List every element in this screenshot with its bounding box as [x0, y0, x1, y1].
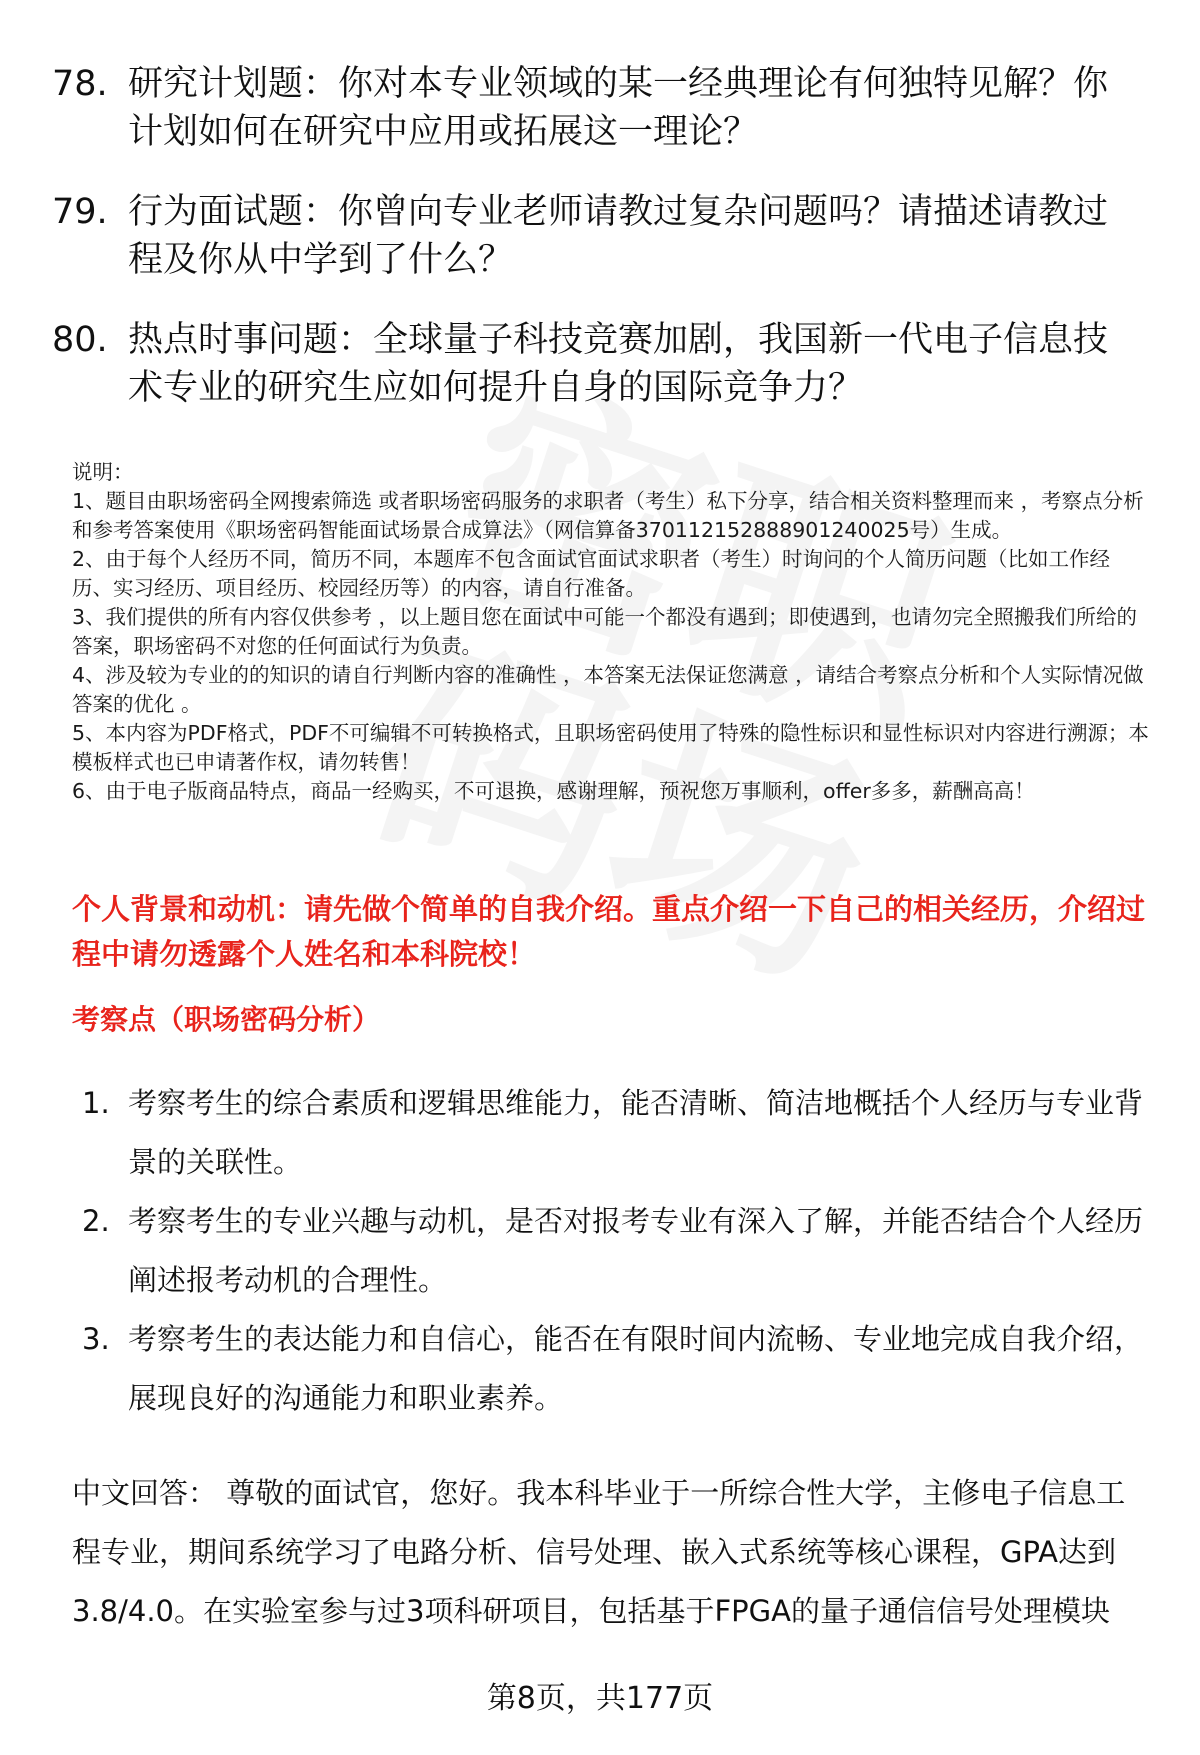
point-number: 2.	[82, 1204, 110, 1238]
interview-topic: 个人背景和动机：请先做个简单的自我介绍。重点介绍一下自己的相关经历，介绍过程中请勿透露个人姓名和本科院校！	[72, 892, 1146, 971]
list-item	[82, 1074, 1162, 1192]
point-number: 1.	[82, 1086, 110, 1120]
question-text: 行为面试题：你曾向专业老师请教过复杂问题吗？请描述请教过程及你从中学到了什么？	[128, 192, 1109, 280]
list-item	[82, 1192, 1162, 1310]
list-item	[82, 1310, 1162, 1428]
question-number: 80.	[52, 320, 108, 360]
analysis-heading: 考察点（职场密码分析）	[72, 1003, 381, 1036]
point-text: 考察考生的表达能力和自信心，能否在有限时间内流畅、专业地完成自我介绍，展现良好的沟通能力和职业素养。	[128, 1322, 1144, 1415]
note-item: 1、题目由职场密码全网搜索筛选 或者职场密码服务的求职者（考生）私下分享，结合相关资料整理而来 ，考察点分析和参考答案使用《职场密码智能面试场景合成算法》（网信算备370112152888901240025号）生成。	[72, 489, 1144, 542]
question-text: 研究计划题：你对本专业领域的某一经典理论有何独特见解？你计划如何在研究中应用或拓展这一理论？	[128, 64, 1109, 152]
note-item: 3、我们提供的所有内容仅供参考 ，以上题目您在面试中可能一个都没有遇到；即使遇到，也请勿完全照搬我们所给的答案，职场密码不对您的任何面试行为负责。	[72, 605, 1138, 658]
point-text: 考察考生的综合素质和逻辑思维能力，能否清晰、简洁地概括个人经历与专业背景的关联性。	[128, 1086, 1144, 1179]
notes-title: 说明：	[72, 460, 134, 484]
chinese-answer: 中文回答： 尊敬的面试官，您好。我本科毕业于一所综合性大学，主修电子信息工程专业，期间系统学习了电路分析、信号处理、嵌入式系统等核心课程，GPA达到3.8/4.0。在实验室参与过3项科研项目，包括基于FPGA的量子通信信号处理模块	[72, 1476, 1126, 1628]
question-number: 79.	[52, 192, 108, 232]
note-item: 6、由于电子版商品特点，商品一经购买，不可退换，感谢理解，预祝您万事顺利，offer多多，薪酬高高！	[72, 779, 1035, 803]
question-text: 热点时事问题：全球量子科技竞赛加剧，我国新一代电子信息技术专业的研究生应如何提升自身的国际竞争力？	[128, 320, 1109, 408]
page-footer: 第8页，共177页	[486, 1681, 714, 1716]
question-number: 78.	[52, 64, 108, 104]
question-78	[52, 60, 1142, 156]
point-text: 考察考生的专业兴趣与动机，是否对报考专业有深入了解，并能否结合个人经历阐述报考动机的合理性。	[128, 1204, 1144, 1297]
notes-section	[72, 458, 1150, 806]
note-item: 5、本内容为PDF格式，PDF不可编辑不可转换格式，且职场密码使用了特殊的隐性标识和显性标识对内容进行溯源；本模板样式也已申请著作权，请勿转售！	[72, 721, 1149, 774]
point-number: 3.	[82, 1322, 110, 1356]
question-79	[52, 188, 1142, 284]
note-item: 2、由于每个人经历不同，简历不同，本题库不包含面试官面试求职者（考生）时询问的个人简历问题（比如工作经历、实习经历、项目经历、校园经历等）的内容，请自行准备。	[72, 547, 1111, 600]
note-item: 4、涉及较为专业的的知识的请自行判断内容的准确性 ，本答案无法保证您满意 ，请结合考察点分析和个人实际情况做答案的优化 。	[72, 663, 1144, 716]
question-80	[52, 316, 1142, 412]
analysis-points	[82, 1074, 1162, 1428]
